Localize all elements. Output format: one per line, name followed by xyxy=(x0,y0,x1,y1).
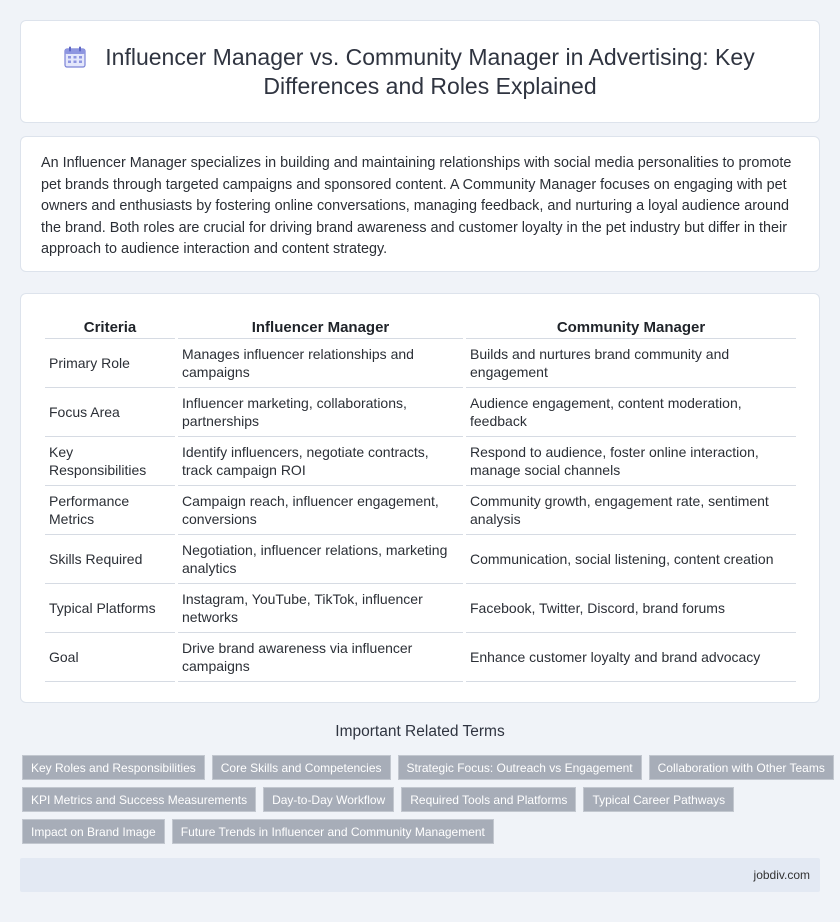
table-row xyxy=(45,486,796,535)
table-row xyxy=(45,437,796,486)
comparison-table xyxy=(42,312,799,682)
tag-row xyxy=(22,787,822,812)
row-criteria: Focus Area xyxy=(45,388,175,437)
tag-tools-platforms[interactable]: Required Tools and Platforms xyxy=(401,787,576,812)
row-community: Builds and nurtures brand community and engagement xyxy=(466,339,796,388)
table-row xyxy=(45,584,796,633)
row-criteria: Skills Required xyxy=(45,535,175,584)
table-row xyxy=(45,339,796,388)
row-community: Community growth, engagement rate, sentiment analysis xyxy=(466,486,796,535)
table-row xyxy=(45,388,796,437)
row-community: Audience engagement, content moderation, feedback xyxy=(466,388,796,437)
row-influencer: Instagram, YouTube, TikTok, influencer networks xyxy=(178,584,463,633)
table-row xyxy=(45,535,796,584)
row-community: Communication, social listening, content creation xyxy=(466,535,796,584)
header-influencer-manager: Influencer Manager xyxy=(178,312,463,339)
header-community-manager: Community Manager xyxy=(466,312,796,339)
row-criteria: Key Responsibilities xyxy=(45,437,175,486)
footer xyxy=(20,858,820,892)
footer-site-link[interactable]: jobdiv.com xyxy=(753,868,810,882)
tag-future-trends[interactable]: Future Trends in Influencer and Community Management xyxy=(172,819,494,844)
row-influencer: Manages influencer relationships and campaigns xyxy=(178,339,463,388)
intro-paragraph: An Influencer Manager specializes in building and maintaining relationships with social media personalities to promote pet brands through targeted campaigns and sponsored content. A Community Manager focuses on engaging with pet owners and enthusiasts by fostering online conversations, managing feedback, and nurturing a loyal audience around the brand. Both roles are crucial for driving brand awareness and customer loyalty in the pet industry but differ in their approach to audience interaction and content strategy. xyxy=(41,155,792,258)
row-community: Respond to audience, foster online interaction, manage social channels xyxy=(466,437,796,486)
row-influencer: Campaign reach, influencer engagement, conversions xyxy=(178,486,463,535)
tag-brand-image[interactable]: Impact on Brand Image xyxy=(22,819,165,844)
title-card xyxy=(20,20,820,123)
row-criteria: Goal xyxy=(45,633,175,682)
tag-collaboration[interactable]: Collaboration with Other Teams xyxy=(649,755,834,780)
header-criteria: Criteria xyxy=(45,312,175,339)
tag-kpi-metrics[interactable]: KPI Metrics and Success Measurements xyxy=(22,787,256,812)
row-community: Enhance customer loyalty and brand advocacy xyxy=(466,633,796,682)
tag-workflow[interactable]: Day-to-Day Workflow xyxy=(263,787,394,812)
tag-strategic-focus[interactable]: Strategic Focus: Outreach vs Engagement xyxy=(398,755,642,780)
table-header-row xyxy=(45,312,796,339)
page-title: Influencer Manager vs. Community Manager in Advertising: Key Differences and Roles Explained xyxy=(105,44,755,99)
row-criteria: Typical Platforms xyxy=(45,584,175,633)
row-influencer: Negotiation, influencer relations, marketing analytics xyxy=(178,535,463,584)
tag-core-skills[interactable]: Core Skills and Competencies xyxy=(212,755,391,780)
tag-row xyxy=(22,755,825,780)
row-influencer: Influencer marketing, collaborations, partnerships xyxy=(178,388,463,437)
intro-card xyxy=(20,136,820,272)
row-influencer: Drive brand awareness via influencer campaigns xyxy=(178,633,463,682)
comparison-card xyxy=(20,293,820,703)
table-row xyxy=(45,633,796,682)
tag-key-roles[interactable]: Key Roles and Responsibilities xyxy=(22,755,205,780)
related-terms-tags xyxy=(22,755,825,851)
tag-row xyxy=(22,819,822,844)
tag-career-pathways[interactable]: Typical Career Pathways xyxy=(583,787,734,812)
row-criteria: Performance Metrics xyxy=(45,486,175,535)
row-community: Facebook, Twitter, Discord, brand forums xyxy=(466,584,796,633)
row-influencer: Identify influencers, negotiate contracts, track campaign ROI xyxy=(178,437,463,486)
row-criteria: Primary Role xyxy=(45,339,175,388)
related-terms-heading: Important Related Terms xyxy=(335,723,505,740)
